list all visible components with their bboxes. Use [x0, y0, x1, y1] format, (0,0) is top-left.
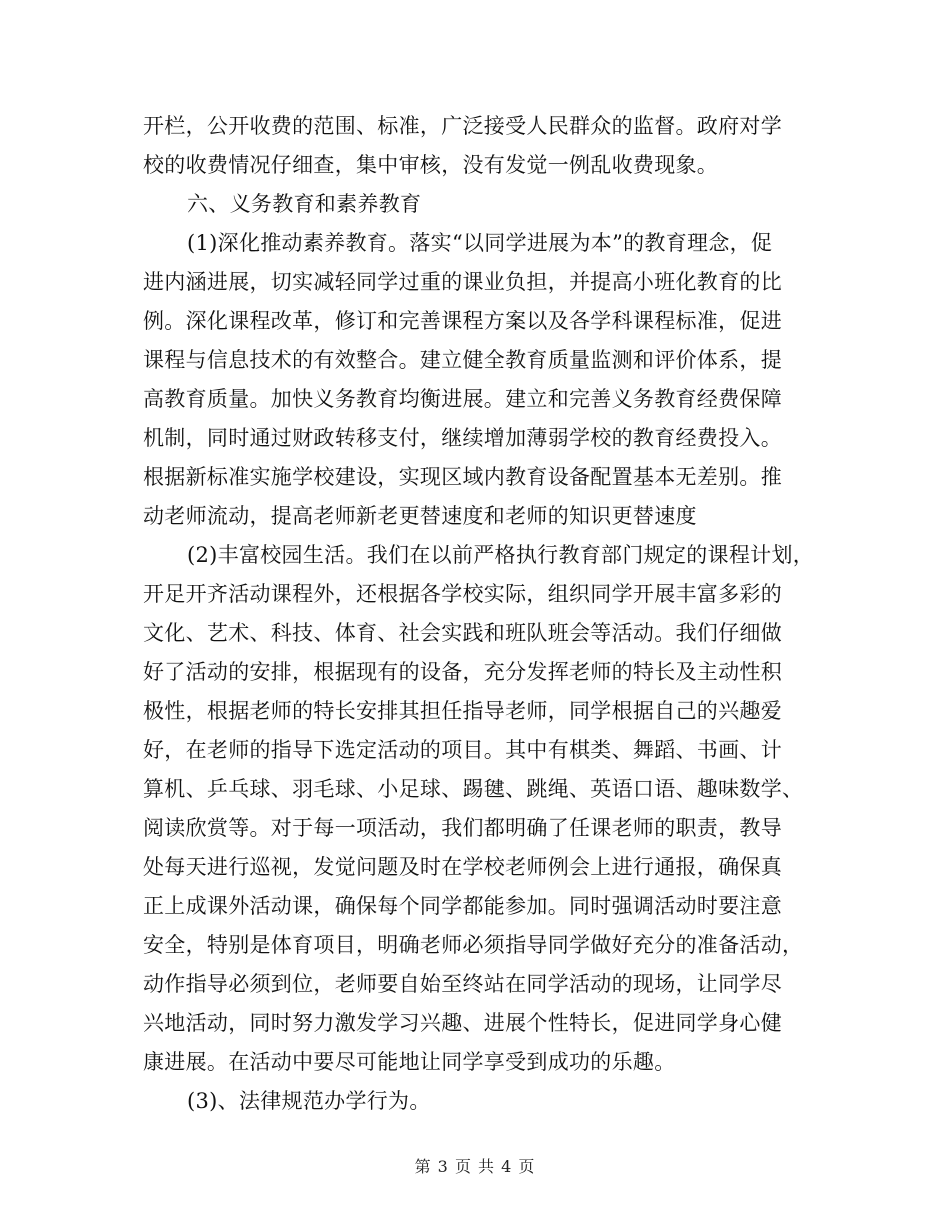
paragraph-line: (3)、法律规范办学行为。	[187, 1089, 431, 1113]
paragraph-line: (1)深化推动素养教育。落实“以同学进展为本”的教育理念，促	[187, 231, 773, 255]
paragraph-line: (2)丰富校园生活。我们在以前严格执行教育部门规定的课程计划，	[187, 543, 815, 567]
paragraph-line: 动老师流动，提高老师新老更替速度和老师的知识更替速度	[143, 504, 697, 528]
paragraph-line: 极性，根据老师的特长安排其担任指导老师，同学根据自己的兴趣爱	[143, 699, 782, 723]
paragraph-line: 正上成课外活动课，确保每个同学都能参加。同时强调活动时要注意	[143, 894, 782, 918]
paragraph-line: 根据新标准实施学校建设，实现区域内教育设备配置基本无差别。推	[143, 465, 782, 489]
paragraph-line: 算机、乒乓球、羽毛球、小足球、踢毽、跳绳、英语口语、趣味数学、	[143, 777, 804, 801]
paragraph-line: 文化、艺术、科技、体育、社会实践和班队班会等活动。我们仔细做	[143, 621, 782, 645]
paragraph-line: 好，在老师的指导下选定活动的项目。其中有棋类、舞蹈、书画、计	[143, 738, 782, 762]
paragraph-line: 课程与信息技术的有效整合。建立健全教育质量监测和评价体系，提	[143, 348, 782, 372]
paragraph-line: 康进展。在活动中要尽可能地让同学享受到成功的乐趣。	[143, 1050, 676, 1074]
paragraph-line: 校的收费情况仔细查，集中审核，没有发觉一例乱收费现象。	[143, 153, 719, 177]
paragraph-line: 例。深化课程改革，修订和完善课程方案以及各学科课程标准，促进	[143, 309, 782, 333]
paragraph-line: 高教育质量。加快义务教育均衡进展。建立和完善义务教育经费保障	[143, 387, 782, 411]
paragraph-line: 好了活动的安排，根据现有的设备，充分发挥老师的特长及主动性积	[143, 660, 782, 684]
paragraph-line: 进内涵进展，切实减轻同学过重的课业负担，并提高小班化教育的比	[143, 270, 782, 294]
paragraph-line: 开栏，公开收费的范围、标准，广泛接受人民群众的监督。政府对学	[143, 114, 782, 138]
paragraph-line: 动作指导必须到位，老师要自始至终站在同学活动的现场，让同学尽	[143, 972, 782, 996]
paragraph-line: 兴地活动，同时努力激发学习兴趣、进展个性特长，促进同学身心健	[143, 1011, 782, 1035]
section-heading: 六、义务教育和素养教育	[187, 192, 422, 216]
paragraph-line: 安全，特别是体育项目，明确老师必须指导同学做好充分的准备活动，	[143, 933, 804, 957]
paragraph-line: 机制，同时通过财政转移支付，继续增加薄弱学校的教育经费投入。	[143, 426, 782, 450]
paragraph-line: 阅读欣赏等。对于每一项活动，我们都明确了任课老师的职责，教导	[143, 816, 782, 840]
page-number-footer: 第 3 页 共 4 页	[414, 1157, 536, 1176]
paragraph-line: 处每天进行巡视，发觉问题及时在学校老师例会上进行通报，确保真	[143, 855, 782, 879]
paragraph-line: 开足开齐活动课程外，还根据各学校实际，组织同学开展丰富多彩的	[143, 582, 782, 606]
